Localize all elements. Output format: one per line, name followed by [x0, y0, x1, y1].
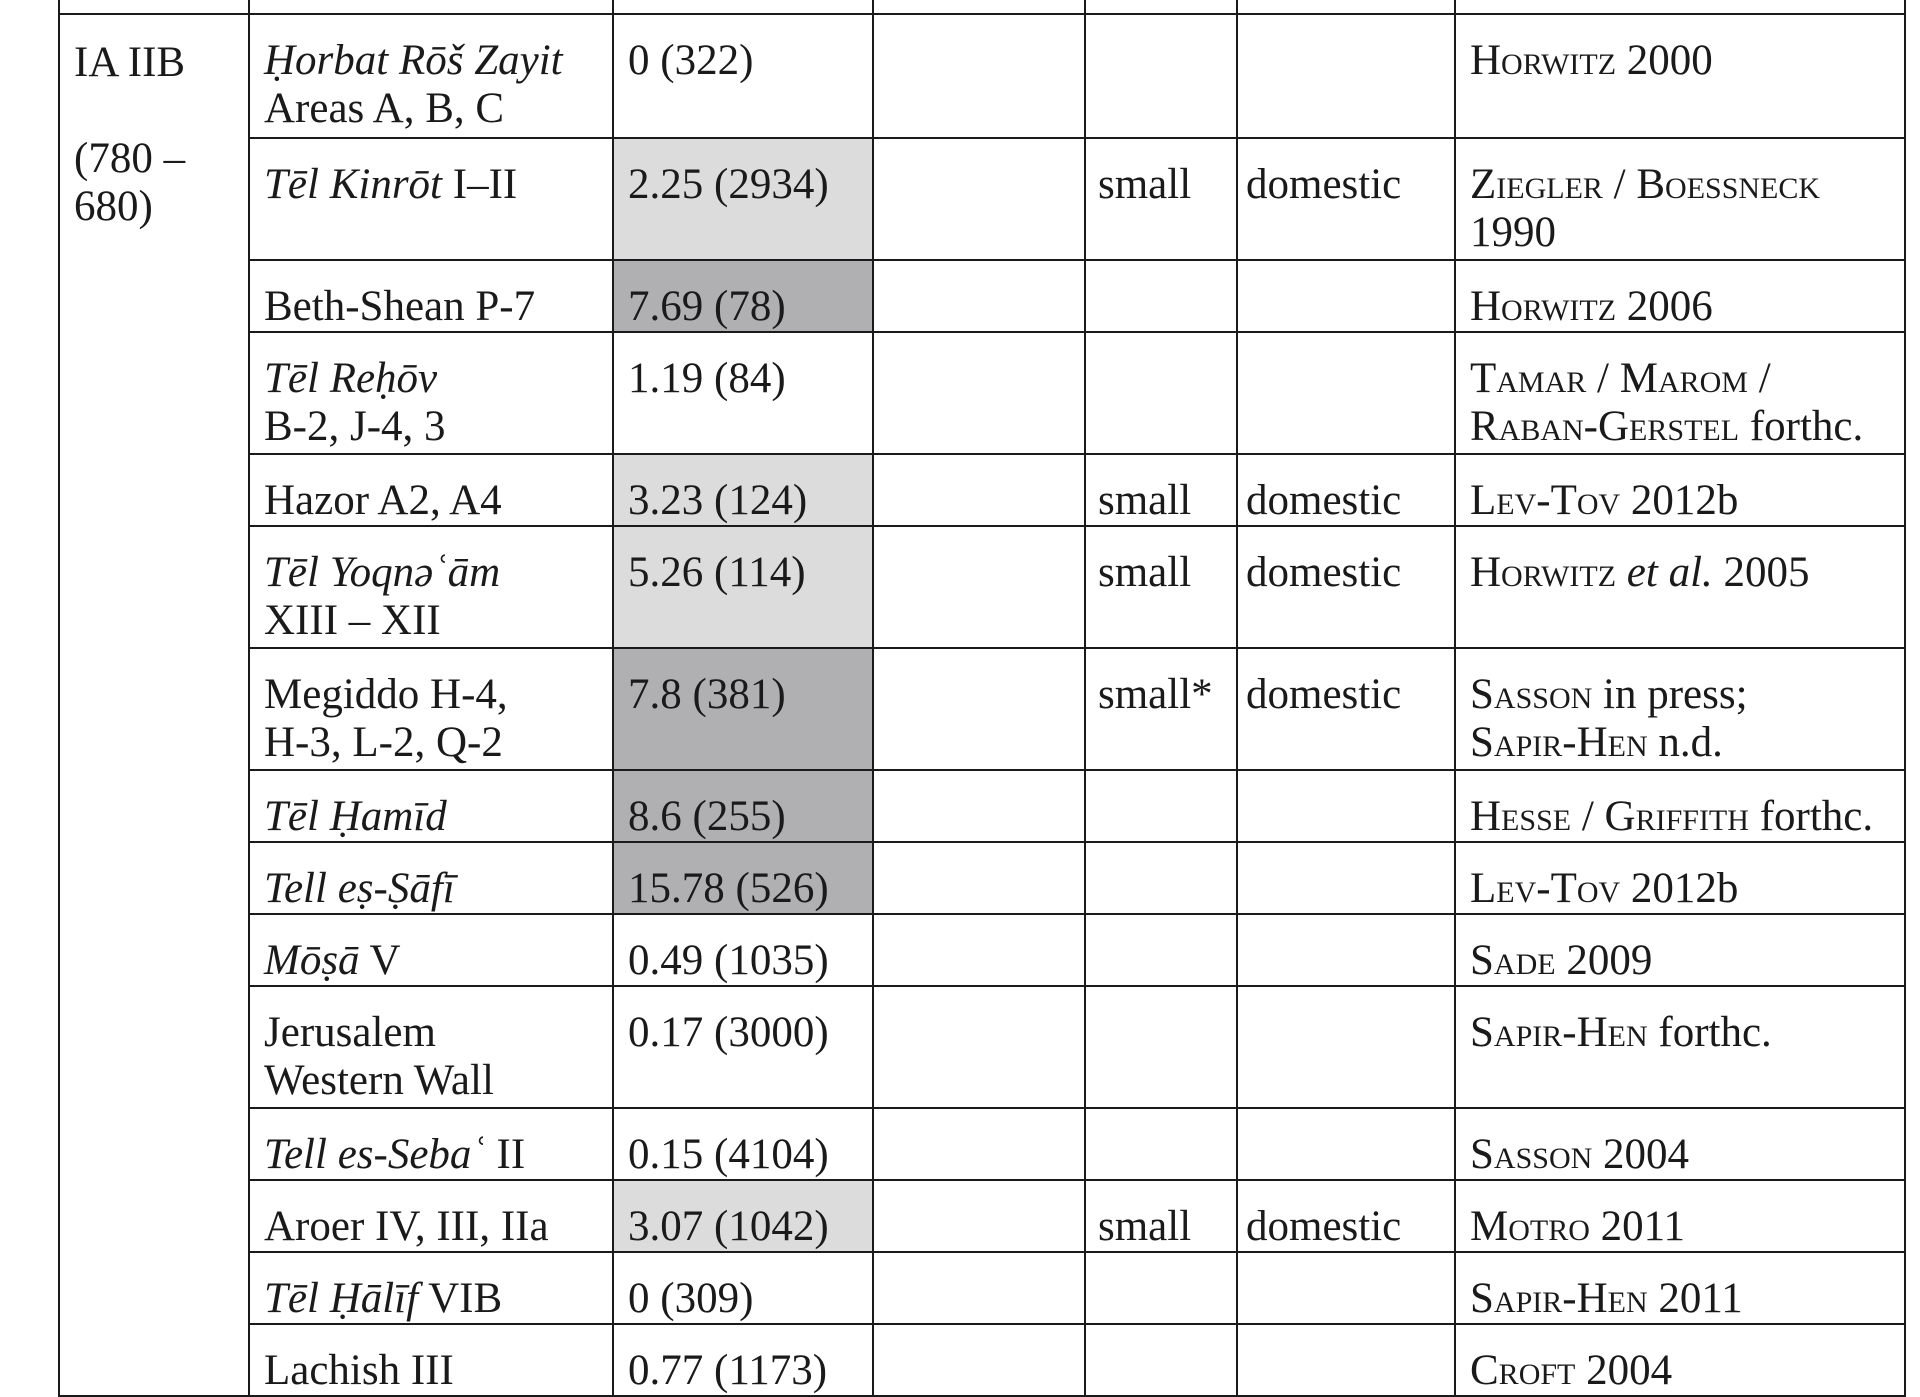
- size-cell: [1085, 1108, 1237, 1180]
- reference-cell: [1455, 986, 1905, 1108]
- reference-text: 2011: [1647, 1275, 1743, 1322]
- reference-line: [1470, 719, 1890, 767]
- site-name-text: Lachish III: [264, 1347, 454, 1394]
- reference-cell: [1455, 1108, 1905, 1180]
- site-cell: [249, 1324, 613, 1396]
- reference-cell: [1455, 526, 1905, 648]
- table-row: [59, 648, 1905, 770]
- reference-author: Sapir-Hen: [1470, 1009, 1648, 1056]
- reference-line: [1470, 937, 1890, 985]
- period-cell: [59, 14, 249, 1396]
- reference-author: Sasson: [1470, 671, 1593, 718]
- value-percent-count: 0 (309): [628, 1275, 754, 1322]
- reference-text: forthc.: [1647, 1009, 1772, 1056]
- size-label: small: [1098, 549, 1192, 596]
- context-cell: [1237, 260, 1455, 332]
- context-cell: [1237, 1108, 1455, 1180]
- reference-line: [1470, 549, 1890, 597]
- empty-cell: [873, 648, 1085, 770]
- reference-italic: et al.: [1626, 549, 1713, 596]
- reference-author: Sapir-Hen: [1470, 1275, 1648, 1322]
- value-percent-count: 2.25 (2934): [628, 161, 829, 208]
- context-cell: [1237, 770, 1455, 842]
- reference-line: [1470, 37, 1890, 85]
- site-name-text: Areas A, B, C: [264, 85, 505, 132]
- site-name-italic: Tēl Ḥamīd: [264, 793, 447, 840]
- cell-top-edge: [249, 0, 613, 14]
- reference-author: Lev-Tov: [1470, 865, 1621, 912]
- value-cell: [613, 1324, 873, 1396]
- site-name-italic: Mōṣā: [264, 937, 360, 984]
- table-row: [59, 138, 1905, 260]
- site-line: [264, 477, 598, 525]
- site-line: [264, 671, 598, 719]
- site-name-italic: Tēl Ḥālīf: [264, 1275, 419, 1322]
- site-line: [264, 403, 598, 451]
- reference-line: [1470, 355, 1890, 403]
- value-cell: [613, 648, 873, 770]
- site-name-italic: Tell eṣ-Ṣāfī: [264, 865, 455, 912]
- site-name-italic: Tēl Reḥōv: [264, 355, 438, 402]
- reference-author: Horwitz: [1470, 37, 1617, 84]
- reference-cell: [1455, 842, 1905, 914]
- cell-top-edge: [1085, 0, 1237, 14]
- context-cell: [1237, 332, 1455, 454]
- value-percent-count: 7.69 (78): [628, 283, 786, 330]
- reference-cell: [1455, 1252, 1905, 1324]
- period-range-start: (780 –: [74, 135, 186, 182]
- empty-cell: [873, 914, 1085, 986]
- faunal-data-table-page: [58, 0, 1904, 1397]
- reference-cell: [1455, 332, 1905, 454]
- site-line: [264, 719, 598, 767]
- site-name-text: Beth-Shean P-7: [264, 283, 536, 330]
- reference-author: Sade: [1470, 937, 1556, 984]
- period-range-end: 680): [74, 183, 153, 230]
- size-label: small: [1098, 161, 1192, 208]
- site-line: [264, 549, 598, 597]
- site-name-text: H-3, L-2, Q-2: [264, 719, 503, 766]
- size-cell: [1085, 648, 1237, 770]
- site-name-text: Western Wall: [264, 1057, 494, 1104]
- site-cell: [249, 454, 613, 526]
- faunal-data-table: [58, 0, 1906, 1397]
- context-cell: [1237, 986, 1455, 1108]
- site-name-text: Megiddo H-4,: [264, 671, 508, 718]
- context-cell: [1237, 454, 1455, 526]
- reference-line: [1470, 793, 1890, 841]
- reference-cell: [1455, 648, 1905, 770]
- reference-author: Horwitz: [1470, 283, 1617, 330]
- site-cell: [249, 914, 613, 986]
- size-label: small*: [1098, 671, 1213, 718]
- reference-line: [1470, 209, 1890, 257]
- value-percent-count: 5.26 (114): [628, 549, 806, 596]
- table-row: [59, 332, 1905, 454]
- table-row: [59, 914, 1905, 986]
- value-percent-count: 0.49 (1035): [628, 937, 829, 984]
- site-line: [264, 865, 598, 913]
- size-label: small: [1098, 1203, 1192, 1250]
- site-cell: [249, 1252, 613, 1324]
- cell-top-edge: [613, 0, 873, 14]
- site-name-text: V: [359, 937, 401, 984]
- reference-text: 2004: [1575, 1347, 1673, 1394]
- empty-cell: [873, 1252, 1085, 1324]
- site-name-italic: Ḥorbat Rōš Zayit: [264, 37, 563, 84]
- site-line: [264, 161, 598, 209]
- site-line: [264, 1009, 598, 1057]
- reference-author: Motro: [1470, 1203, 1590, 1250]
- value-cell: [613, 526, 873, 648]
- value-cell: [613, 1252, 873, 1324]
- value-percent-count: 0.17 (3000): [628, 1009, 829, 1056]
- reference-line: [1470, 161, 1890, 209]
- site-cell: [249, 1108, 613, 1180]
- reference-text: forthc.: [1748, 793, 1874, 840]
- site-line: [264, 937, 598, 985]
- table-row: [59, 842, 1905, 914]
- context-cell: [1237, 914, 1455, 986]
- empty-cell: [873, 14, 1085, 138]
- reference-text: 2006: [1616, 283, 1713, 330]
- size-cell: [1085, 770, 1237, 842]
- context-cell: [1237, 842, 1455, 914]
- site-name-text: XIII – XII: [264, 597, 441, 644]
- reference-text: 2005: [1712, 549, 1810, 596]
- value-percent-count: 7.8 (381): [628, 671, 786, 718]
- value-cell: [613, 138, 873, 260]
- table-row: [59, 526, 1905, 648]
- site-cell: [249, 260, 613, 332]
- table-row-top-edge: [59, 0, 1905, 14]
- context-label: domestic: [1246, 549, 1402, 596]
- value-percent-count: 0.77 (1173): [628, 1347, 828, 1394]
- reference-author: Raban-Gerstel: [1470, 403, 1740, 450]
- site-line: [264, 283, 598, 331]
- value-percent-count: 15.78 (526): [628, 865, 829, 912]
- reference-text: 1990: [1470, 209, 1556, 256]
- value-cell: [613, 1108, 873, 1180]
- site-name-text: Aroer IV, III, IIa: [264, 1203, 549, 1250]
- size-cell: [1085, 1324, 1237, 1396]
- value-percent-count: 0 (322): [628, 37, 754, 84]
- value-cell: [613, 260, 873, 332]
- reference-text: 2012b: [1620, 865, 1739, 912]
- value-percent-count: 0.15 (4104): [628, 1131, 829, 1178]
- reference-text: 2012b: [1620, 477, 1739, 524]
- site-line: [264, 37, 598, 85]
- reference-author: Tamar / Marom /: [1470, 355, 1771, 402]
- reference-author: Horwitz: [1470, 549, 1617, 596]
- context-cell: [1237, 648, 1455, 770]
- context-cell: [1237, 1252, 1455, 1324]
- site-line: [264, 1347, 598, 1395]
- reference-line: [1470, 1009, 1890, 1057]
- value-percent-count: 3.23 (124): [628, 477, 808, 524]
- context-cell: [1237, 138, 1455, 260]
- table-row: [59, 260, 1905, 332]
- context-cell: [1237, 14, 1455, 138]
- context-label: domestic: [1246, 161, 1402, 208]
- site-name-text: VIB: [418, 1275, 503, 1322]
- site-line: [264, 1057, 598, 1105]
- size-cell: [1085, 914, 1237, 986]
- reference-text: in press;: [1592, 671, 1748, 718]
- reference-text: n.d.: [1647, 719, 1723, 766]
- site-line: [264, 355, 598, 403]
- reference-cell: [1455, 138, 1905, 260]
- site-line: [264, 1275, 598, 1323]
- context-label: domestic: [1246, 1203, 1402, 1250]
- table-body: [59, 0, 1905, 1396]
- site-cell: [249, 986, 613, 1108]
- value-cell: [613, 986, 873, 1108]
- reference-line: [1470, 477, 1890, 525]
- reference-cell: [1455, 1324, 1905, 1396]
- cell-top-edge: [59, 0, 249, 14]
- cell-top-edge: [873, 0, 1085, 14]
- value-percent-count: 3.07 (1042): [628, 1203, 829, 1250]
- site-line: [264, 793, 598, 841]
- value-percent-count: 1.19 (84): [628, 355, 786, 402]
- table-row: [59, 770, 1905, 842]
- size-cell: [1085, 454, 1237, 526]
- reference-line: [1470, 403, 1890, 451]
- size-cell: [1085, 986, 1237, 1108]
- size-cell: [1085, 138, 1237, 260]
- context-cell: [1237, 526, 1455, 648]
- reference-text: 2011: [1589, 1203, 1686, 1250]
- reference-author: Sasson: [1470, 1131, 1593, 1178]
- site-cell: [249, 770, 613, 842]
- reference-line: [1470, 1275, 1890, 1323]
- reference-text: 2009: [1555, 937, 1653, 984]
- cell-top-edge: [1237, 0, 1455, 14]
- site-name-text: Jerusalem: [264, 1009, 436, 1056]
- table-row: [59, 1108, 1905, 1180]
- cell-top-edge: [1455, 0, 1905, 14]
- reference-cell: [1455, 1180, 1905, 1252]
- reference-author: Croft: [1470, 1347, 1576, 1394]
- size-cell: [1085, 526, 1237, 648]
- site-cell: [249, 648, 613, 770]
- site-cell: [249, 526, 613, 648]
- value-cell: [613, 1180, 873, 1252]
- empty-cell: [873, 526, 1085, 648]
- table-row: [59, 986, 1905, 1108]
- context-label: domestic: [1246, 477, 1402, 524]
- reference-text: forthc.: [1739, 403, 1864, 450]
- value-percent-count: 8.6 (255): [628, 793, 786, 840]
- reference-text: [1616, 549, 1627, 596]
- reference-author: Hesse / Griffith: [1470, 793, 1749, 840]
- site-cell: [249, 842, 613, 914]
- size-cell: [1085, 260, 1237, 332]
- reference-cell: [1455, 260, 1905, 332]
- site-cell: [249, 14, 613, 138]
- reference-author: Lev-Tov: [1470, 477, 1621, 524]
- reference-line: [1470, 1131, 1890, 1179]
- context-cell: [1237, 1180, 1455, 1252]
- site-name-text: II: [485, 1131, 526, 1178]
- site-name-text: I–II: [442, 161, 518, 208]
- reference-cell: [1455, 454, 1905, 526]
- period-label: IA IIB: [74, 39, 186, 86]
- reference-cell: [1455, 14, 1905, 138]
- empty-cell: [873, 1180, 1085, 1252]
- reference-line: [1470, 1347, 1890, 1395]
- size-cell: [1085, 842, 1237, 914]
- site-name-italic: Tell es-Sebaʿ: [264, 1131, 486, 1178]
- site-line: [264, 597, 598, 645]
- site-name-text: Hazor A2, A4: [264, 477, 502, 524]
- site-name-italic: Tēl Kinrōt: [264, 161, 443, 208]
- value-cell: [613, 914, 873, 986]
- value-cell: [613, 770, 873, 842]
- size-cell: [1085, 332, 1237, 454]
- site-line: [264, 1203, 598, 1251]
- reference-cell: [1455, 914, 1905, 986]
- context-label: domestic: [1246, 671, 1402, 718]
- empty-cell: [873, 986, 1085, 1108]
- context-cell: [1237, 1324, 1455, 1396]
- table-row: [59, 14, 1905, 138]
- table-row: [59, 454, 1905, 526]
- value-cell: [613, 842, 873, 914]
- period-gap: [74, 87, 234, 135]
- empty-cell: [873, 842, 1085, 914]
- size-cell: [1085, 1180, 1237, 1252]
- value-cell: [613, 454, 873, 526]
- site-name-text: B-2, J-4, 3: [264, 403, 446, 450]
- table-row: [59, 1252, 1905, 1324]
- site-cell: [249, 1180, 613, 1252]
- empty-cell: [873, 770, 1085, 842]
- reference-text: 2004: [1592, 1131, 1690, 1178]
- size-cell: [1085, 14, 1237, 138]
- reference-line: [1470, 865, 1890, 913]
- site-cell: [249, 332, 613, 454]
- reference-line: [1470, 671, 1890, 719]
- value-cell: [613, 14, 873, 138]
- empty-cell: [873, 138, 1085, 260]
- empty-cell: [873, 332, 1085, 454]
- reference-cell: [1455, 770, 1905, 842]
- empty-cell: [873, 260, 1085, 332]
- reference-text: 2000: [1616, 37, 1713, 84]
- site-line: [264, 1131, 598, 1179]
- reference-line: [1470, 1203, 1890, 1251]
- table-row: [59, 1180, 1905, 1252]
- table-row: [59, 1324, 1905, 1396]
- reference-line: [1470, 283, 1890, 331]
- site-cell: [249, 138, 613, 260]
- site-line: [264, 85, 598, 133]
- site-name-italic: Tēl Yoqnəʿām: [264, 549, 501, 596]
- size-cell: [1085, 1252, 1237, 1324]
- empty-cell: [873, 454, 1085, 526]
- value-cell: [613, 332, 873, 454]
- size-label: small: [1098, 477, 1192, 524]
- reference-author: Ziegler / Boessneck: [1470, 161, 1821, 208]
- empty-cell: [873, 1324, 1085, 1396]
- reference-author: Sapir-Hen: [1470, 719, 1648, 766]
- empty-cell: [873, 1108, 1085, 1180]
